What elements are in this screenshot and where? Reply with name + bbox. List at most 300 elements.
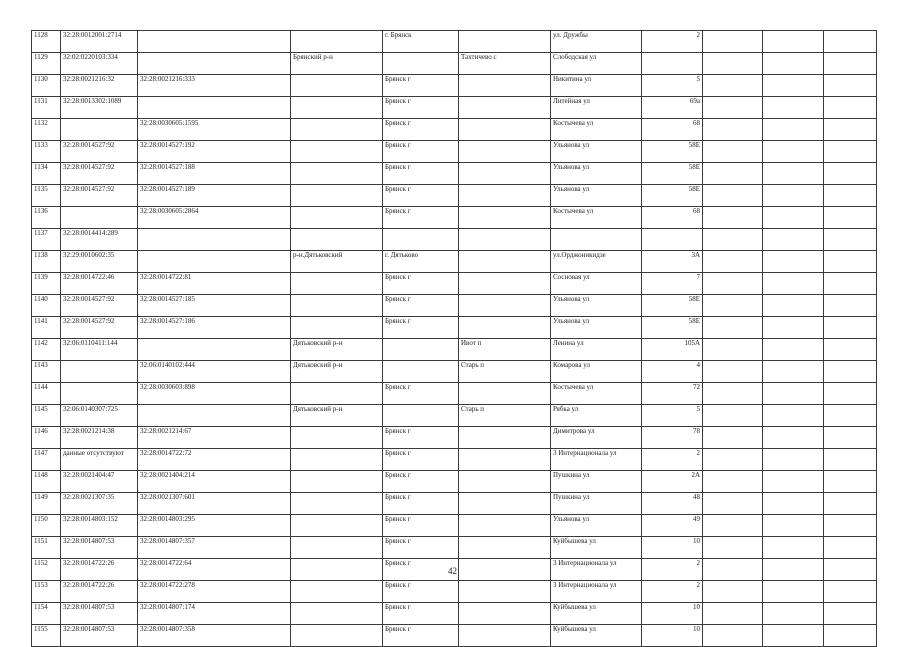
cell-city: Брянск г (383, 383, 459, 405)
cell-cadastral-number: 32:28:0012001:2714 (61, 31, 138, 53)
cell-row-number: 1136 (32, 207, 61, 229)
cell-city: Брянск г (383, 207, 459, 229)
cell-extra-col-1 (703, 405, 763, 427)
cell-settlement (459, 31, 551, 53)
cell-sub-cadastral-number: 32:28:0014807:174 (138, 603, 291, 625)
cell-cadastral-number (61, 361, 138, 383)
cell-settlement (459, 207, 551, 229)
cell-row-number: 1148 (32, 471, 61, 493)
cell-sub-cadastral-number: 32:28:0021307:601 (138, 493, 291, 515)
cell-street: Куйбышева ул (551, 625, 642, 647)
cell-district (291, 537, 383, 559)
cell-cadastral-number: 32:28:0014722:26 (61, 581, 138, 603)
cell-district (291, 31, 383, 53)
cell-street: Никитина ул (551, 75, 642, 97)
table-row (32, 339, 877, 361)
cell-extra-col-1 (703, 361, 763, 383)
table-row (32, 119, 877, 141)
cell-extra-col-2 (763, 97, 824, 119)
cell-extra-col-2 (763, 383, 824, 405)
cell-extra-col-2 (763, 75, 824, 97)
cell-district (291, 383, 383, 405)
cell-district (291, 295, 383, 317)
cell-extra-col-1 (703, 383, 763, 405)
cell-settlement (459, 603, 551, 625)
cell-district (291, 229, 383, 251)
cell-extra-col-3 (824, 493, 877, 515)
cell-extra-col-2 (763, 625, 824, 647)
cell-settlement (459, 97, 551, 119)
cell-settlement (459, 537, 551, 559)
cell-extra-col-2 (763, 339, 824, 361)
cell-row-number: 1134 (32, 163, 61, 185)
cell-extra-col-3 (824, 119, 877, 141)
table-row (32, 31, 877, 53)
cell-settlement (459, 185, 551, 207)
cell-settlement (459, 383, 551, 405)
cell-row-number: 1140 (32, 295, 61, 317)
cell-cadastral-number: 32:06:0110411:144 (61, 339, 138, 361)
cell-district (291, 493, 383, 515)
cell-settlement (459, 449, 551, 471)
cell-extra-col-3 (824, 339, 877, 361)
cell-settlement (459, 163, 551, 185)
cell-extra-col-1 (703, 207, 763, 229)
cell-extra-col-1 (703, 295, 763, 317)
table-row (32, 229, 877, 251)
cell-extra-col-2 (763, 603, 824, 625)
cell-row-number: 1128 (32, 31, 61, 53)
table-row (32, 493, 877, 515)
cell-extra-col-1 (703, 251, 763, 273)
cell-house-number: 69а (642, 97, 703, 119)
cell-sub-cadastral-number (138, 339, 291, 361)
cell-cadastral-number: 32:28:0014527:92 (61, 317, 138, 339)
cell-house-number: 58Е (642, 163, 703, 185)
cell-street: Куйбышева ул (551, 537, 642, 559)
cell-extra-col-1 (703, 163, 763, 185)
cell-street: Ульянова ул (551, 317, 642, 339)
cell-settlement (459, 317, 551, 339)
cell-row-number: 1154 (32, 603, 61, 625)
cell-extra-col-3 (824, 317, 877, 339)
cell-settlement (459, 295, 551, 317)
cell-extra-col-2 (763, 141, 824, 163)
cell-extra-col-2 (763, 229, 824, 251)
cell-district (291, 185, 383, 207)
cell-settlement (459, 75, 551, 97)
cell-row-number: 1141 (32, 317, 61, 339)
cell-street: Ульянова ул (551, 185, 642, 207)
cell-extra-col-2 (763, 53, 824, 75)
cell-sub-cadastral-number: 32:28:0014722:72 (138, 449, 291, 471)
cell-settlement: Тахтичево с (459, 53, 551, 75)
cell-settlement: Старь п (459, 361, 551, 383)
cell-extra-col-2 (763, 185, 824, 207)
cell-city: Брянск г (383, 163, 459, 185)
cell-extra-col-1 (703, 625, 763, 647)
cell-sub-cadastral-number (138, 97, 291, 119)
cell-house-number: 58Е (642, 141, 703, 163)
cell-district (291, 97, 383, 119)
cell-house-number: 10 (642, 603, 703, 625)
table-row (32, 449, 877, 471)
cell-city: Брянск г (383, 185, 459, 207)
cell-sub-cadastral-number: 32:28:0014527:185 (138, 295, 291, 317)
cell-house-number: 68 (642, 207, 703, 229)
cell-district (291, 75, 383, 97)
table-row (32, 75, 877, 97)
cell-district (291, 207, 383, 229)
cell-sub-cadastral-number: 32:28:0030605:1595 (138, 119, 291, 141)
cell-extra-col-1 (703, 515, 763, 537)
cell-street: Слободская ул (551, 53, 642, 75)
cell-street (551, 229, 642, 251)
cell-house-number: 72 (642, 383, 703, 405)
cell-row-number: 1143 (32, 361, 61, 383)
cell-row-number: 1150 (32, 515, 61, 537)
cell-city: Брянск г (383, 273, 459, 295)
cell-street: Куйбышева ул (551, 603, 642, 625)
cell-row-number: 1147 (32, 449, 61, 471)
cell-house-number: 2 (642, 581, 703, 603)
cell-extra-col-2 (763, 295, 824, 317)
cell-extra-col-1 (703, 427, 763, 449)
cell-extra-col-3 (824, 97, 877, 119)
cell-city: Брянск г (383, 625, 459, 647)
cell-street: Костычева ул (551, 207, 642, 229)
cell-house-number: 2 (642, 449, 703, 471)
cell-house-number: 5 (642, 75, 703, 97)
cell-sub-cadastral-number: 32:28:0014722:278 (138, 581, 291, 603)
cell-extra-col-2 (763, 493, 824, 515)
cell-city: Брянск г (383, 537, 459, 559)
cell-extra-col-3 (824, 383, 877, 405)
cell-sub-cadastral-number: 32:28:0014722:81 (138, 273, 291, 295)
table-row (32, 405, 877, 427)
cell-extra-col-3 (824, 31, 877, 53)
cell-extra-col-1 (703, 31, 763, 53)
cell-street: Рябка ул (551, 405, 642, 427)
cell-cadastral-number: 32:28:0014527:92 (61, 141, 138, 163)
cell-extra-col-2 (763, 537, 824, 559)
table-row (32, 53, 877, 75)
cell-extra-col-1 (703, 141, 763, 163)
cell-city: Брянск г (383, 515, 459, 537)
table-row (32, 317, 877, 339)
cell-city: Брянск г (383, 141, 459, 163)
cell-city: Брянск г (383, 119, 459, 141)
cell-sub-cadastral-number: 32:28:0014527:192 (138, 141, 291, 163)
cell-district (291, 141, 383, 163)
table-row (32, 427, 877, 449)
cell-city (383, 361, 459, 383)
table-row (32, 603, 877, 625)
cell-row-number: 1131 (32, 97, 61, 119)
cell-cadastral-number: 32:28:0014807:53 (61, 603, 138, 625)
cell-settlement (459, 581, 551, 603)
cell-house-number: 2 (642, 559, 703, 581)
cell-extra-col-3 (824, 229, 877, 251)
cell-district: Дятьковский р-н (291, 339, 383, 361)
cell-district (291, 603, 383, 625)
table-row (32, 383, 877, 405)
cell-cadastral-number: 32:28:0014722:26 (61, 559, 138, 581)
cell-extra-col-1 (703, 449, 763, 471)
cell-extra-col-1 (703, 603, 763, 625)
cell-cadastral-number (61, 383, 138, 405)
cell-extra-col-3 (824, 449, 877, 471)
cell-sub-cadastral-number (138, 53, 291, 75)
cell-house-number: 49 (642, 515, 703, 537)
cell-cadastral-number: 32:28:0021214:38 (61, 427, 138, 449)
cell-district: Брянский р-н (291, 53, 383, 75)
table-row (32, 141, 877, 163)
cell-sub-cadastral-number: 32:28:0014527:189 (138, 185, 291, 207)
cell-district (291, 427, 383, 449)
cell-house-number: 7 (642, 273, 703, 295)
cell-settlement (459, 427, 551, 449)
cell-house-number (642, 53, 703, 75)
cell-row-number: 1130 (32, 75, 61, 97)
cell-extra-col-3 (824, 471, 877, 493)
cell-extra-col-1 (703, 75, 763, 97)
table-row (32, 361, 877, 383)
cell-cadastral-number: 32:28:0014527:92 (61, 163, 138, 185)
cell-extra-col-3 (824, 53, 877, 75)
cell-row-number: 1144 (32, 383, 61, 405)
cell-extra-col-2 (763, 581, 824, 603)
cell-cadastral-number: 32:28:0014807:53 (61, 537, 138, 559)
cell-cadastral-number (61, 207, 138, 229)
cell-extra-col-2 (763, 405, 824, 427)
cell-extra-col-1 (703, 339, 763, 361)
cell-cadastral-number: данные отсутствуют (61, 449, 138, 471)
cell-sub-cadastral-number (138, 229, 291, 251)
cell-street: Ульянова ул (551, 295, 642, 317)
cell-house-number: 10 (642, 537, 703, 559)
cell-sub-cadastral-number: 32:28:0030603:898 (138, 383, 291, 405)
cell-cadastral-number: 32:28:0014722:46 (61, 273, 138, 295)
cell-extra-col-1 (703, 537, 763, 559)
cell-cadastral-number: 32:29:0010602:35 (61, 251, 138, 273)
table-row (32, 537, 877, 559)
table-row (32, 251, 877, 273)
cell-house-number: 4 (642, 361, 703, 383)
cell-extra-col-3 (824, 603, 877, 625)
cell-city: Брянск г (383, 471, 459, 493)
cell-extra-col-3 (824, 251, 877, 273)
cell-extra-col-3 (824, 581, 877, 603)
cell-sub-cadastral-number: 32:06:0140102:444 (138, 361, 291, 383)
cell-sub-cadastral-number: 32:28:0014527:188 (138, 163, 291, 185)
cell-extra-col-1 (703, 471, 763, 493)
cell-extra-col-2 (763, 317, 824, 339)
table-row (32, 163, 877, 185)
cell-sub-cadastral-number: 32:28:0014722:64 (138, 559, 291, 581)
cell-settlement (459, 273, 551, 295)
cell-street: Костычева ул (551, 383, 642, 405)
cell-extra-col-2 (763, 449, 824, 471)
cell-city (383, 405, 459, 427)
cell-city: Брянск г (383, 97, 459, 119)
cell-settlement (459, 251, 551, 273)
cell-extra-col-3 (824, 405, 877, 427)
cell-extra-col-1 (703, 119, 763, 141)
cell-district (291, 449, 383, 471)
cell-district (291, 581, 383, 603)
cell-extra-col-3 (824, 515, 877, 537)
table-row (32, 273, 877, 295)
cell-row-number: 1146 (32, 427, 61, 449)
cell-extra-col-2 (763, 163, 824, 185)
cell-extra-col-1 (703, 493, 763, 515)
cell-district: Дятьковский р-н (291, 361, 383, 383)
cell-city: Брянск г (383, 295, 459, 317)
cell-city: Брянск г (383, 581, 459, 603)
cell-extra-col-3 (824, 207, 877, 229)
cell-sub-cadastral-number: 32:28:0021404:214 (138, 471, 291, 493)
cell-cadastral-number: 32:28:0014807:53 (61, 625, 138, 647)
cell-street: Сосновая ул (551, 273, 642, 295)
cell-row-number: 1151 (32, 537, 61, 559)
cell-settlement (459, 229, 551, 251)
cell-cadastral-number: 32:28:0021404:47 (61, 471, 138, 493)
cell-row-number: 1139 (32, 273, 61, 295)
cell-extra-col-2 (763, 273, 824, 295)
cell-city: г. Дятьково (383, 251, 459, 273)
table-row (32, 97, 877, 119)
cell-city: Брянск г (383, 449, 459, 471)
cell-city: г. Брянск (383, 31, 459, 53)
cell-street: Ульянова ул (551, 163, 642, 185)
cell-settlement (459, 493, 551, 515)
cell-street: Ленина ул (551, 339, 642, 361)
cell-extra-col-3 (824, 75, 877, 97)
cell-row-number: 1132 (32, 119, 61, 141)
cell-extra-col-1 (703, 97, 763, 119)
cell-city: Брянск г (383, 603, 459, 625)
cell-row-number: 1142 (32, 339, 61, 361)
page-number: 42 (448, 566, 457, 576)
cell-district (291, 515, 383, 537)
cell-house-number: 78 (642, 427, 703, 449)
cell-house-number: 3А (642, 251, 703, 273)
cell-row-number: 1145 (32, 405, 61, 427)
cell-extra-col-3 (824, 185, 877, 207)
cell-row-number: 1155 (32, 625, 61, 647)
cell-cadastral-number: 32:28:0013302:1089 (61, 97, 138, 119)
cell-sub-cadastral-number (138, 405, 291, 427)
table-row (32, 185, 877, 207)
table-row (32, 471, 877, 493)
cell-row-number: 1133 (32, 141, 61, 163)
cell-street: Пушкина ул (551, 471, 642, 493)
registry-table (31, 30, 877, 647)
cell-street: 3 Интернационала ул (551, 449, 642, 471)
cell-settlement: Старь п (459, 405, 551, 427)
cell-district: Дятьковский р-н (291, 405, 383, 427)
cell-city: Брянск г (383, 427, 459, 449)
cell-house-number: 105А (642, 339, 703, 361)
cell-city: Брянск г (383, 75, 459, 97)
cell-sub-cadastral-number: 32:28:0030605:2864 (138, 207, 291, 229)
cell-extra-col-1 (703, 229, 763, 251)
cell-settlement (459, 141, 551, 163)
cell-district (291, 471, 383, 493)
cell-cadastral-number: 32:28:0021307:35 (61, 493, 138, 515)
cell-street: Ульянова ул (551, 141, 642, 163)
cell-extra-col-1 (703, 185, 763, 207)
cell-extra-col-3 (824, 427, 877, 449)
cell-house-number: 48 (642, 493, 703, 515)
cell-city (383, 53, 459, 75)
cell-settlement: Ивот п (459, 339, 551, 361)
table-row (32, 207, 877, 229)
cell-extra-col-3 (824, 141, 877, 163)
cell-extra-col-1 (703, 581, 763, 603)
cell-cadastral-number: 32:28:0014527:92 (61, 295, 138, 317)
cell-extra-col-2 (763, 207, 824, 229)
cell-row-number: 1129 (32, 53, 61, 75)
cell-cadastral-number: 32:06:0140307:725 (61, 405, 138, 427)
cell-sub-cadastral-number: 32:28:0021216:333 (138, 75, 291, 97)
cell-extra-col-2 (763, 471, 824, 493)
cell-cadastral-number: 32:02:0220103:334 (61, 53, 138, 75)
cell-house-number: 58Е (642, 317, 703, 339)
cell-row-number: 1152 (32, 559, 61, 581)
cell-row-number: 1138 (32, 251, 61, 273)
cell-street: Костычева ул (551, 119, 642, 141)
cell-cadastral-number (61, 119, 138, 141)
cell-extra-col-1 (703, 273, 763, 295)
cell-district (291, 163, 383, 185)
cell-sub-cadastral-number: 32:28:0021214:67 (138, 427, 291, 449)
cell-street: Пушкина ул (551, 493, 642, 515)
cell-settlement (459, 625, 551, 647)
registry-table-body (32, 31, 877, 647)
cell-street: Литейная ул (551, 97, 642, 119)
table-row (32, 295, 877, 317)
cell-district: р-н.Дятьковский (291, 251, 383, 273)
cell-city: Брянск г (383, 493, 459, 515)
cell-district (291, 119, 383, 141)
cell-house-number: 5 (642, 405, 703, 427)
cell-sub-cadastral-number: 32:28:0014807:358 (138, 625, 291, 647)
table-row (32, 581, 877, 603)
cell-house-number: 10 (642, 625, 703, 647)
cell-extra-col-2 (763, 515, 824, 537)
cell-city: Брянск г (383, 559, 459, 581)
cell-district (291, 317, 383, 339)
cell-city: Брянск г (383, 317, 459, 339)
cell-sub-cadastral-number: 32:28:0014527:186 (138, 317, 291, 339)
cell-house-number: 58Е (642, 185, 703, 207)
cell-extra-col-2 (763, 427, 824, 449)
cell-extra-col-3 (824, 537, 877, 559)
cell-street: 3 Интернационала ул (551, 559, 642, 581)
cell-extra-col-1 (703, 53, 763, 75)
cell-house-number: 2 (642, 31, 703, 53)
cell-street: Ульянова ул (551, 515, 642, 537)
cell-house-number: 58Е (642, 295, 703, 317)
cell-street: ул. Дружбы (551, 31, 642, 53)
cell-house-number (642, 229, 703, 251)
cell-street: Комарова ул (551, 361, 642, 383)
cell-settlement (459, 471, 551, 493)
cell-extra-col-2 (763, 119, 824, 141)
cell-sub-cadastral-number (138, 251, 291, 273)
